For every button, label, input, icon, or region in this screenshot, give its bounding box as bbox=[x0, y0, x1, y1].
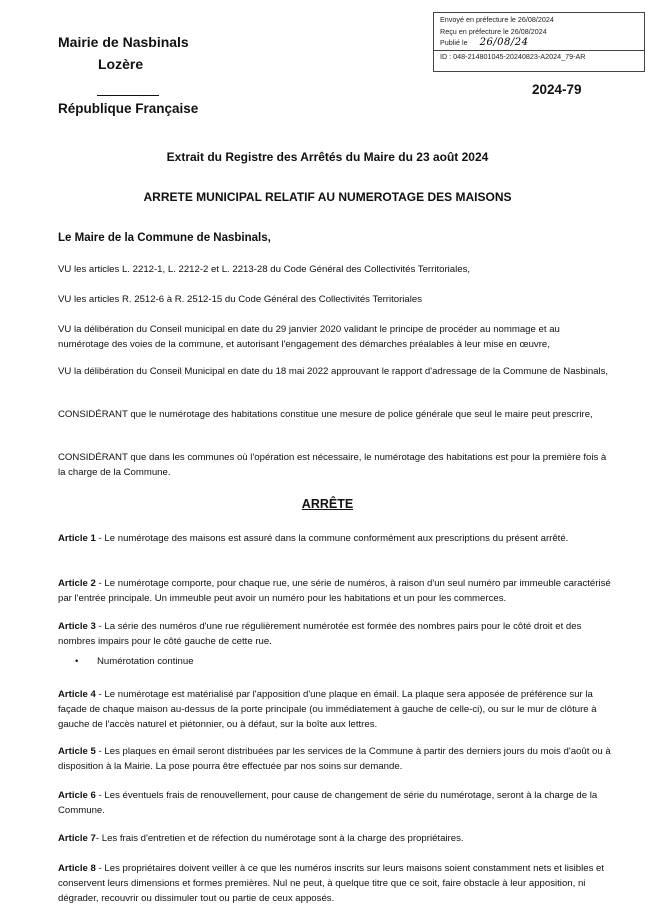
article-text: - Les éventuels frais de renouvellement, pour cause de changement de série du numérotage, seront à la charge de la Commune. bbox=[58, 790, 598, 816]
arrete-subject: ARRETE MUNICIPAL RELATIF AU NUMEROTAGE DES MAISONS bbox=[143, 190, 512, 204]
article-text: - Le numérotage comporte, pour chaque rue, une série de numéros, à raison d'un seul numéro par immeuble caractérisé par l'entrée principale. Un immeuble peut avoir un numéro pour les habitations et un pour les commerces. bbox=[58, 578, 611, 604]
article-label: Article 4 bbox=[58, 689, 96, 700]
maire-heading: Le Maire de la Commune de Nasbinals, bbox=[58, 232, 271, 244]
bullet-icon: • bbox=[75, 656, 79, 667]
article-text: - Le numérotage des maisons est assuré dans la commune conformément aux prescriptions du présent arrêté. bbox=[95, 533, 569, 544]
mairie-name: Mairie de Nasbinals bbox=[58, 34, 189, 50]
article-label: Article 5 bbox=[58, 746, 96, 757]
article-3 bbox=[58, 619, 613, 649]
visa-paragraph: VU la délibération du Conseil municipal en date du 29 janvier 2020 validant le principe de procéder au nommage et au numérotage des voies de la commune, et autorisant l'engagement des démarches préalables à leur mise en œuvre, bbox=[58, 324, 560, 350]
departement-name: Lozère bbox=[98, 56, 144, 72]
article-label: Article 2 bbox=[58, 578, 96, 589]
bullet-item bbox=[75, 656, 194, 667]
article-8 bbox=[58, 861, 613, 906]
article-1 bbox=[58, 531, 613, 546]
arrete-heading: ARRÊTE bbox=[301, 497, 354, 511]
article-text: - Les propriétaires doivent veiller à ce que les numéros inscrits sur leurs maisons soient constamment nets et lisibles et conservent leurs dimensions et formes premières. Nul ne peut, à quelque titre que ce soit, faire obstacle à leur apposition, ni dégrader, recouvrir ou dissimuler tout ou partie de ceux apposés. bbox=[58, 863, 605, 904]
article-text: - Les plaques en émail seront distribuées par les services de la Commune à partir des derniers jours du mois d'août ou à disposition à la Mairie. La pose pourra être effectuée par nos soins sur demande. bbox=[58, 746, 611, 772]
republique-francaise: République Française bbox=[58, 101, 199, 116]
article-7 bbox=[58, 831, 613, 846]
article-label: Article 6 bbox=[58, 790, 96, 801]
article-text: - La série des numéros d'une rue régulièrement numérotée est formée des nombres pairs pour le côté droit et des nombres impairs pour le côté gauche de cette rue. bbox=[58, 621, 582, 647]
article-label: Article 8 bbox=[58, 863, 96, 874]
arrete-number: 2024-79 bbox=[532, 82, 582, 97]
visa-paragraph: VU les articles L. 2212-1, L. 2212-2 et L. 2213-28 du Code Général des Collectivités Territoriales, bbox=[58, 264, 471, 275]
article-5 bbox=[58, 744, 613, 774]
article-4 bbox=[58, 687, 613, 732]
stamp-recu: Reçu en préfecture le 26/08/2024 bbox=[440, 26, 547, 36]
considerant-paragraph: CONSIDÉRANT que le numérotage des habitations constitue une mesure de police générale que seul le maire peut prescrire, bbox=[58, 409, 593, 420]
stamp-envoye: Envoyé en préfecture le 26/08/2024 bbox=[440, 15, 554, 24]
considerant-paragraph: CONSIDÉRANT que dans les communes où l'opération est nécessaire, le numérotage des habitations est pour la première fois à la charge de la Commune. bbox=[58, 452, 607, 478]
article-label: Article 3 bbox=[58, 621, 96, 632]
header-divider bbox=[97, 95, 159, 96]
visa-paragraph: VU la délibération du Conseil Municipal en date du 18 mai 2022 approuvant le rapport d'adressage de la Commune de Nasbinals, bbox=[58, 366, 609, 377]
article-2 bbox=[58, 576, 613, 606]
visa-paragraph: VU les articles R. 2512-6 à R. 2512-15 du Code Général des Collectivités Territoriales bbox=[58, 294, 423, 305]
bullet-text: Numérotation continue bbox=[97, 656, 194, 667]
extrait-title: Extrait du Registre des Arrêtés du Maire du 23 août 2024 bbox=[166, 150, 489, 164]
article-text: - Le numérotage est matérialisé par l'apposition d'une plaque en émail. La plaque sera apposée de préférence sur la façade de chaque maison au-dessus de la porte principale (ou immédiatement à gauche de celle-ci), ou sur le mur de clôture à gauche de l'accès naturel et piétonnier, ou à défaut, sur la boîte aux lettres. bbox=[58, 689, 597, 730]
article-text: - Les frais d'entretien et de réfection du numérotage sont à la charge des propriétaires. bbox=[95, 833, 464, 844]
stamp-publie-label: Publié le bbox=[440, 38, 468, 47]
stamp-publie-handwritten-date: 26/08/24 bbox=[479, 37, 529, 48]
article-6 bbox=[58, 788, 613, 818]
article-label: Article 7 bbox=[58, 833, 96, 844]
stamp-id: ID : 048-214801045-20240823-A2024_79-AR bbox=[434, 50, 644, 63]
stamp-publie bbox=[440, 37, 644, 49]
article-label: Article 1 bbox=[58, 533, 96, 544]
prefecture-stamp bbox=[433, 12, 645, 72]
